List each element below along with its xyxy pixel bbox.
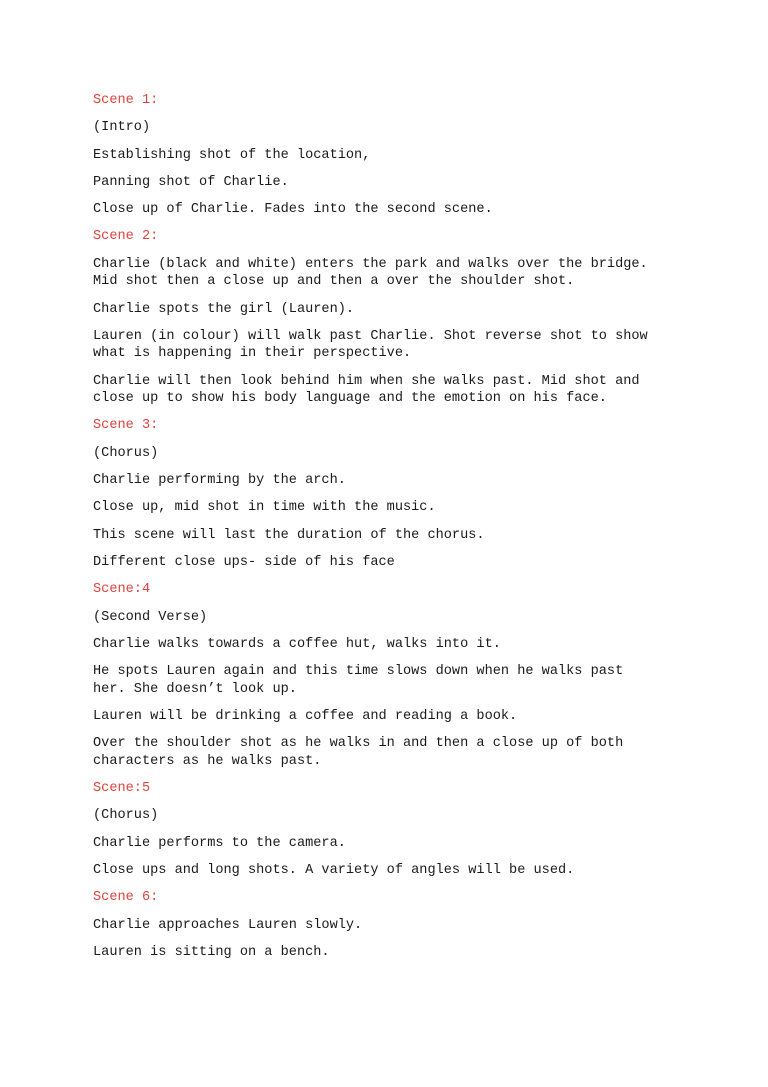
- body-paragraph: (Second Verse): [93, 609, 208, 625]
- body-paragraph: Charlie performing by the arch.: [93, 473, 346, 489]
- body-paragraph: This scene will last the duration of the chorus.: [93, 527, 485, 543]
- scene-heading: Scene 1:: [93, 93, 159, 108]
- body-paragraph: Over the shoulder shot as he walks in and then a close up of both characters as he walks past.: [93, 736, 624, 769]
- scene-heading: Scene 6:: [93, 890, 159, 906]
- body-paragraph: Close up, mid shot in time with the music.: [93, 500, 436, 516]
- body-paragraph: He spots Lauren again and this time slows down when he walks past her. She doesn’t look up.: [93, 664, 624, 697]
- scene-heading: Scene 2:: [93, 229, 159, 245]
- body-paragraph: Charlie approaches Lauren slowly.: [93, 917, 363, 933]
- body-paragraph: Different close ups- side of his face: [93, 554, 395, 570]
- body-paragraph: Lauren will be drinking a coffee and reading a book.: [93, 708, 518, 724]
- body-paragraph: Close ups and long shots. A variety of angles will be used.: [93, 862, 575, 878]
- body-paragraph: (Intro): [93, 120, 151, 136]
- scene-heading: Scene:5: [93, 781, 151, 797]
- body-paragraph: Charlie will then look behind him when she walks past. Mid shot and close up to show his body language and the emotion on his face.: [93, 373, 640, 407]
- body-paragraph: (Chorus): [93, 445, 159, 461]
- body-paragraph: Close up of Charlie. Fades into the second scene.: [93, 202, 493, 218]
- body-paragraph: (Chorus): [93, 808, 159, 824]
- scene-heading: Scene 3:: [93, 418, 159, 434]
- document-body: [93, 92, 693, 971]
- body-paragraph: Charlie performs to the camera.: [93, 835, 346, 851]
- body-paragraph: Establishing shot of the location,: [93, 147, 371, 163]
- body-paragraph: Lauren (in colour) will walk past Charlie. Shot reverse shot to show what is happening in their perspective.: [93, 328, 648, 362]
- body-paragraph: Charlie (black and white) enters the park and walks over the bridge. Mid shot then a close up and then a over the shoulder shot.: [93, 256, 648, 290]
- body-paragraph: Charlie spots the girl (Lauren).: [93, 301, 355, 317]
- body-paragraph: Panning shot of Charlie.: [93, 174, 289, 190]
- scene-heading: Scene:4: [93, 582, 151, 598]
- body-paragraph: Charlie walks towards a coffee hut, walks into it.: [93, 636, 501, 652]
- body-paragraph: Lauren is sitting on a bench.: [93, 944, 330, 960]
